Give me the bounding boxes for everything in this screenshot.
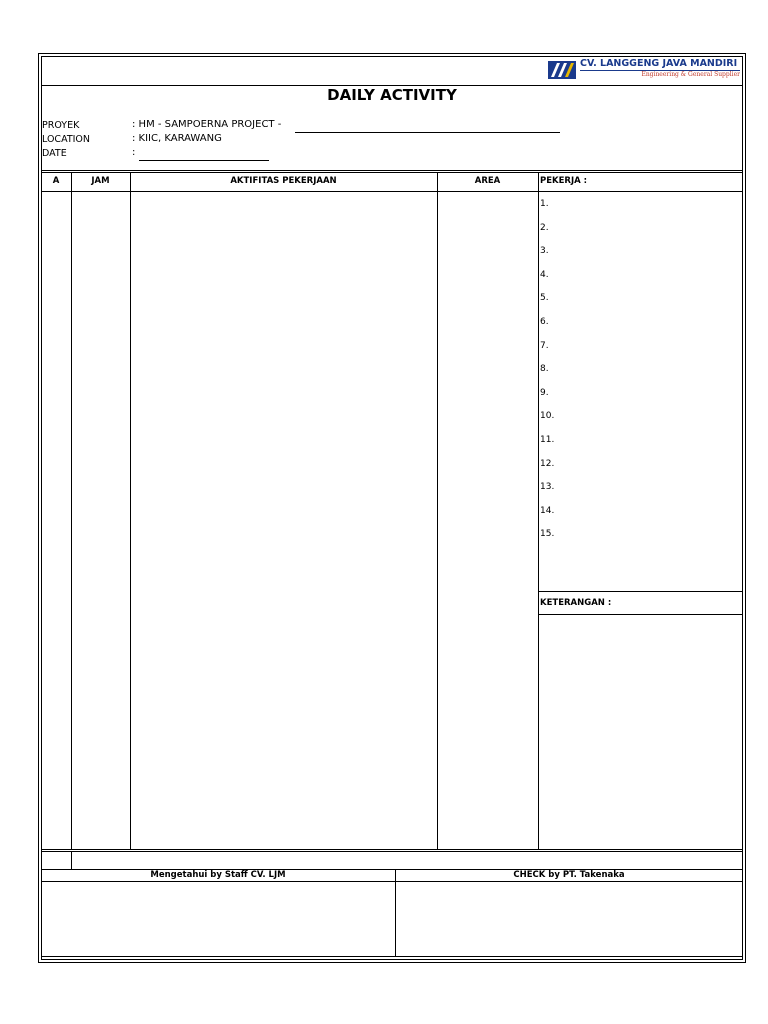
worker-slot: 9. [540, 387, 549, 398]
company-logo [548, 59, 576, 81]
form-title: DAILY ACTIVITY [327, 86, 457, 104]
worker-slot: 2. [540, 222, 549, 233]
col-header-aktifitas: AKTIFITAS PEKERJAAN [230, 176, 337, 186]
signature-box-right[interactable] [396, 882, 742, 955]
worker-slot: 1. [540, 199, 549, 209]
date-fill-line [139, 160, 269, 161]
col-header-a: A [52, 176, 60, 186]
worker-slot: 15. [540, 529, 555, 540]
field-label-proyek: PROYEK [42, 120, 80, 131]
notes-label: KETERANGAN : [540, 598, 612, 608]
field-value-location: : KIIC, KARAWANG [132, 133, 222, 144]
worker-slot: 12. [540, 458, 555, 469]
worker-slot: 5. [540, 293, 549, 304]
worker-slot: 14. [540, 505, 555, 516]
worker-slot: 8. [540, 364, 549, 375]
signature-label-left: Mengetahui by Staff CV. LJM [150, 870, 286, 880]
col-header-jam: JAM [91, 176, 110, 186]
worker-slot: 11. [540, 435, 555, 445]
worker-slot: 6. [540, 317, 549, 327]
signature-label-right: CHECK by PT. Takenaka [513, 870, 625, 880]
field-value-date: : [132, 147, 136, 158]
worker-slot: 10. [540, 411, 555, 422]
signature-box-left[interactable] [42, 882, 394, 955]
company-name: CV. LANGGENG JAVA MANDIRI [580, 58, 738, 69]
company-tagline: Engineering & General Supplier [641, 71, 740, 78]
worker-slot: 3. [540, 246, 549, 257]
ljm-logo-icon [548, 59, 576, 81]
field-value-proyek: : HM - SAMPOERNA PROJECT - [132, 119, 282, 130]
proyek-fill-line [295, 132, 560, 133]
field-label-location: LOCATION [42, 134, 91, 145]
worker-slot: 4. [540, 269, 549, 280]
col-header-area: AREA [474, 176, 501, 186]
col-header-pekerja: PEKERJA : [540, 176, 588, 186]
worker-slot: 7. [540, 340, 549, 351]
worker-slot: 13. [540, 482, 555, 493]
field-label-date: DATE [42, 148, 67, 159]
